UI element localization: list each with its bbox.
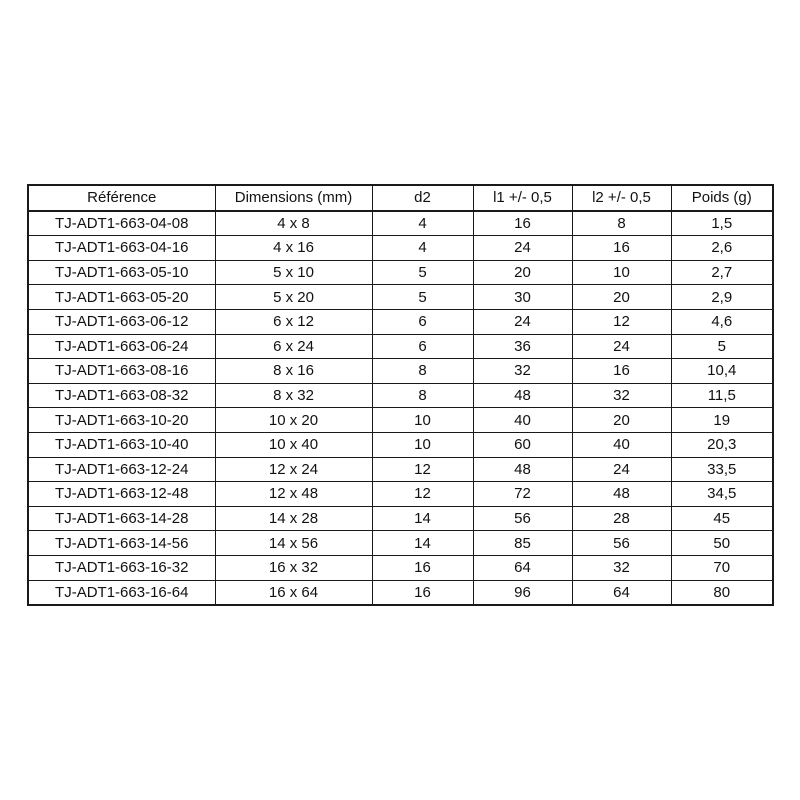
cell-l2: 28	[572, 506, 671, 531]
cell-weight: 10,4	[671, 359, 773, 384]
cell-reference: TJ-ADT1-663-14-28	[28, 506, 215, 531]
cell-l1: 60	[473, 432, 572, 457]
cell-l2: 32	[572, 383, 671, 408]
cell-l2: 20	[572, 285, 671, 310]
table-row	[28, 580, 773, 605]
cell-d2: 14	[372, 531, 473, 556]
cell-d2: 16	[372, 580, 473, 605]
table-row	[28, 457, 773, 482]
cell-d2: 6	[372, 309, 473, 334]
header-l2: l2 +/- 0,5	[572, 185, 671, 211]
cell-d2: 14	[372, 506, 473, 531]
cell-reference: TJ-ADT1-663-10-20	[28, 408, 215, 433]
cell-l2: 64	[572, 580, 671, 605]
cell-d2: 16	[372, 555, 473, 580]
cell-dimensions: 12 x 24	[215, 457, 372, 482]
table-row	[28, 432, 773, 457]
header-reference: Référence	[28, 185, 215, 211]
table-body	[28, 211, 773, 606]
cell-weight: 34,5	[671, 482, 773, 507]
table-row	[28, 260, 773, 285]
cell-reference: TJ-ADT1-663-12-24	[28, 457, 215, 482]
table-row	[28, 555, 773, 580]
cell-l1: 24	[473, 236, 572, 261]
header-d2: d2	[372, 185, 473, 211]
table-row	[28, 408, 773, 433]
cell-dimensions: 12 x 48	[215, 482, 372, 507]
cell-dimensions: 6 x 12	[215, 309, 372, 334]
cell-l2: 24	[572, 334, 671, 359]
table-row	[28, 309, 773, 334]
cell-dimensions: 10 x 40	[215, 432, 372, 457]
cell-d2: 5	[372, 285, 473, 310]
cell-l1: 32	[473, 359, 572, 384]
cell-reference: TJ-ADT1-663-14-56	[28, 531, 215, 556]
cell-l2: 10	[572, 260, 671, 285]
cell-reference: TJ-ADT1-663-16-32	[28, 555, 215, 580]
cell-dimensions: 14 x 28	[215, 506, 372, 531]
cell-weight: 4,6	[671, 309, 773, 334]
cell-l2: 24	[572, 457, 671, 482]
cell-l1: 20	[473, 260, 572, 285]
cell-weight: 11,5	[671, 383, 773, 408]
cell-dimensions: 16 x 64	[215, 580, 372, 605]
cell-l1: 48	[473, 383, 572, 408]
cell-d2: 4	[372, 236, 473, 261]
cell-l1: 24	[473, 309, 572, 334]
spec-table	[27, 184, 774, 606]
cell-d2: 10	[372, 408, 473, 433]
table-row	[28, 531, 773, 556]
cell-l1: 85	[473, 531, 572, 556]
table-row	[28, 334, 773, 359]
cell-l2: 40	[572, 432, 671, 457]
cell-dimensions: 14 x 56	[215, 531, 372, 556]
header-l1: l1 +/- 0,5	[473, 185, 572, 211]
cell-dimensions: 10 x 20	[215, 408, 372, 433]
table-row	[28, 236, 773, 261]
cell-l1: 36	[473, 334, 572, 359]
cell-l2: 12	[572, 309, 671, 334]
table-row	[28, 359, 773, 384]
cell-weight: 1,5	[671, 211, 773, 236]
cell-l1: 64	[473, 555, 572, 580]
cell-reference: TJ-ADT1-663-04-08	[28, 211, 215, 236]
cell-weight: 80	[671, 580, 773, 605]
cell-d2: 5	[372, 260, 473, 285]
cell-dimensions: 5 x 10	[215, 260, 372, 285]
cell-l1: 56	[473, 506, 572, 531]
cell-l1: 72	[473, 482, 572, 507]
cell-dimensions: 5 x 20	[215, 285, 372, 310]
cell-weight: 2,7	[671, 260, 773, 285]
cell-weight: 33,5	[671, 457, 773, 482]
cell-d2: 6	[372, 334, 473, 359]
cell-reference: TJ-ADT1-663-05-10	[28, 260, 215, 285]
cell-l2: 48	[572, 482, 671, 507]
cell-weight: 2,9	[671, 285, 773, 310]
header-dimensions: Dimensions (mm)	[215, 185, 372, 211]
cell-l2: 8	[572, 211, 671, 236]
table-header-row	[28, 185, 773, 211]
table-row	[28, 506, 773, 531]
cell-d2: 10	[372, 432, 473, 457]
cell-l1: 16	[473, 211, 572, 236]
cell-reference: TJ-ADT1-663-05-20	[28, 285, 215, 310]
cell-reference: TJ-ADT1-663-06-12	[28, 309, 215, 334]
cell-weight: 20,3	[671, 432, 773, 457]
cell-d2: 8	[372, 383, 473, 408]
cell-weight: 2,6	[671, 236, 773, 261]
cell-l2: 20	[572, 408, 671, 433]
cell-dimensions: 4 x 16	[215, 236, 372, 261]
cell-l2: 16	[572, 359, 671, 384]
cell-l1: 40	[473, 408, 572, 433]
table-row	[28, 285, 773, 310]
cell-weight: 70	[671, 555, 773, 580]
cell-weight: 45	[671, 506, 773, 531]
cell-dimensions: 4 x 8	[215, 211, 372, 236]
cell-dimensions: 8 x 16	[215, 359, 372, 384]
cell-reference: TJ-ADT1-663-16-64	[28, 580, 215, 605]
table-row	[28, 383, 773, 408]
cell-d2: 8	[372, 359, 473, 384]
cell-reference: TJ-ADT1-663-06-24	[28, 334, 215, 359]
cell-weight: 5	[671, 334, 773, 359]
cell-reference: TJ-ADT1-663-10-40	[28, 432, 215, 457]
table-row	[28, 482, 773, 507]
cell-reference: TJ-ADT1-663-12-48	[28, 482, 215, 507]
table-row	[28, 211, 773, 236]
cell-l2: 56	[572, 531, 671, 556]
cell-reference: TJ-ADT1-663-08-16	[28, 359, 215, 384]
cell-l1: 96	[473, 580, 572, 605]
header-weight: Poids (g)	[671, 185, 773, 211]
cell-weight: 19	[671, 408, 773, 433]
cell-dimensions: 8 x 32	[215, 383, 372, 408]
spec-table-container	[27, 184, 772, 606]
cell-dimensions: 6 x 24	[215, 334, 372, 359]
cell-reference: TJ-ADT1-663-08-32	[28, 383, 215, 408]
cell-d2: 12	[372, 482, 473, 507]
cell-l1: 30	[473, 285, 572, 310]
cell-d2: 4	[372, 211, 473, 236]
cell-l2: 32	[572, 555, 671, 580]
cell-reference: TJ-ADT1-663-04-16	[28, 236, 215, 261]
cell-l1: 48	[473, 457, 572, 482]
cell-d2: 12	[372, 457, 473, 482]
cell-weight: 50	[671, 531, 773, 556]
cell-dimensions: 16 x 32	[215, 555, 372, 580]
cell-l2: 16	[572, 236, 671, 261]
